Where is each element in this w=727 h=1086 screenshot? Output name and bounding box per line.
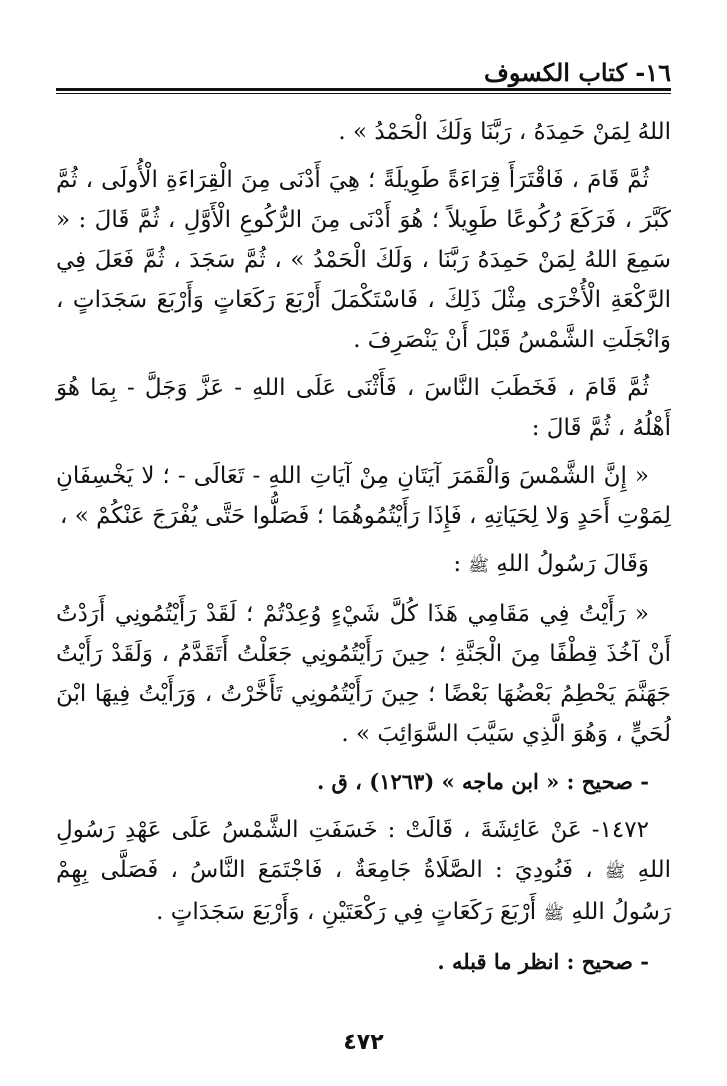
verdict-label: صحيح xyxy=(581,769,633,794)
paragraph: « إِنَّ الشَّمْسَ وَالْقَمَرَ آيَتَانِ مِنْ آيَاتِ اللهِ - تَعَالَى - ؛ لا يَخْسِفَانِ لِمَوْتِ أَحَدٍ وَلا لِحَيَاتِهِ ، فَإِذَا رَأَيْتُمُوهُمَا ؛ فَصَلُّوا حَتَّى يُفْرَجَ عَنْكُمْ » ، xyxy=(56,463,671,529)
prophet-said-colon: : xyxy=(453,551,462,577)
verdict-label: صحيح xyxy=(581,949,633,974)
paragraph: « رَأَيْتُ فِي مَقَامِي هَذَا كُلَّ شَيْءٍ وُعِدْتُمْ ؛ لَقَدْ رَأَيْتُمُونِي أَرَدْتُ أَنْ آخُذَ قِطْفًا مِنَ الْجَنَّةِ ؛ حِينَ رَأَيْتُمُونِي جَعَلْتُ أَتَقَدَّمُ ، وَلَقَدْ رَأَيْتُ جَهَنَّمَ يَحْطِمُ بَعْضُهَا بَعْضًا ؛ حِينَ رَأَيْتُمُونِي تَأَخَّرْتُ ، وَرَأَيْتُ فِيهَا ابْنَ لُحَيٍّ ، وَهُوَ الَّذِي سَيَّبَ السَّوَائِبَ » . xyxy=(56,601,671,747)
verdict-line: - صحيح : انظر ما قبله . xyxy=(437,949,649,974)
page-number: ٤٧٢ xyxy=(343,1030,384,1055)
paragraph: ثُمَّ قَامَ ، فَاقْتَرَأَ قِرَاءَةً طَوِيلَةً ؛ هِيَ أَدْنَى مِنَ الْقِرَاءَةِ الْأُولَى ، ثُمَّ كَبَّرَ ، فَرَكَعَ رُكُوعًا طَوِيلاً ؛ هُوَ أَدْنَى مِنَ الرُّكُوعِ الْأَوَّلِ ، ثُمَّ قَالَ : « سَمِعَ اللهُ لِمَنْ حَمِدَهُ رَبَّنَا ، وَلَكَ الْحَمْدُ » ، ثُمَّ سَجَدَ ، ثُمَّ فَعَلَ فِي الرَّكْعَةِ الْأُخْرَى مِثْلَ ذَلِكَ ، فَاسْتَكْمَلَ أَرْبَعَ رَكَعَاتٍ وَأَرْبَعَ سَجَدَاتٍ ، وَانْجَلَتِ الشَّمْسُ قَبْلَ أَنْ يَنْصَرِفَ . xyxy=(56,167,671,353)
hadith-text: أَرْبَعَ رَكَعَاتٍ فِي رَكْعَتَيْنِ ، وَأَرْبَعَ سَجَدَاتٍ . xyxy=(156,899,537,925)
page-body xyxy=(56,112,671,990)
prophet-said-text: وَقَالَ رَسُولُ اللهِ xyxy=(496,551,649,577)
hadith-number: ١٤٧٢- xyxy=(591,817,649,843)
paragraph: اللهُ لِمَنْ حَمِدَهُ ، رَبَّنَا وَلَكَ الْحَمْدُ » . xyxy=(338,119,671,145)
header-rule xyxy=(56,88,671,94)
honorific-glyph: ﷺ xyxy=(543,904,565,924)
prophet-said-line xyxy=(56,544,671,586)
running-header xyxy=(56,44,671,88)
verdict-line: - صحيح : « ابن ماجه » (١٢٦٣) ، ق . xyxy=(316,769,649,794)
honorific-glyph: ﷺ xyxy=(468,556,489,576)
honorific-glyph: ﷺ xyxy=(604,862,626,882)
verdict-text: : انظر ما قبله . xyxy=(437,949,575,974)
chapter-title: ١٦- كتاب الكسوف xyxy=(484,58,671,87)
hadith-text: ، فَنُودِيَ : الصَّلَاةُ جَامِعَةٌ ، فَاجْتَمَعَ النَّاسُ ، فَصَلَّى بِهِمْ رَسُولُ اللهِ xyxy=(56,857,671,925)
hadith-1472 xyxy=(56,810,671,934)
verdict-text: : « ابن ماجه » (١٢٦٣) ، ق . xyxy=(316,769,575,794)
hadith-text: عَنْ عَائِشَةَ ، قَالَتْ : خَسَفَتِ الشَّمْسُ عَلَى عَهْدِ رَسُولِ اللهِ xyxy=(56,817,672,883)
paragraph: ثُمَّ قَامَ ، فَخَطَبَ النَّاسَ ، فَأَثْنَى عَلَى اللهِ - عَزَّ وَجَلَّ - بِمَا هُوَ أَهْلُهُ ، ثُمَّ قَالَ : xyxy=(56,375,671,441)
